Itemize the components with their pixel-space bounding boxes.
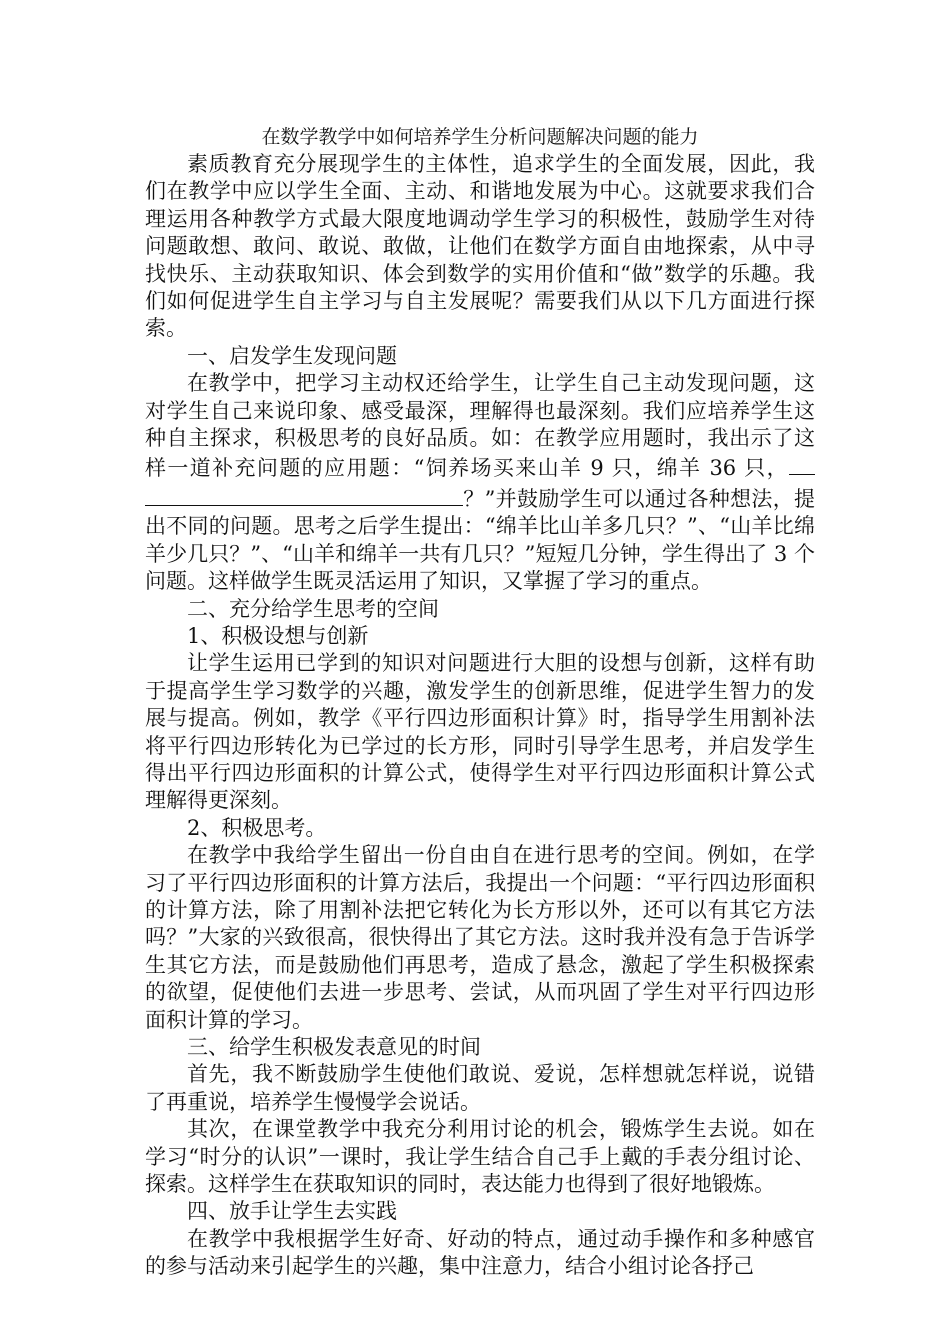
fill-blank-line bbox=[145, 483, 463, 506]
section-3-paragraph-2: 其次，在课堂教学中我充分利用讨论的机会，锻炼学生去说。如在学习“时分的认识”一课时，我让学生结合自己手上戴的手表分组讨论、探索。这样学生在获取知识的同时，表达能力也得到了很好地锻炼。 bbox=[145, 1117, 815, 1197]
section-2-paragraph-2: 在教学中我给学生留出一份自由自在进行思考的空间。例如，在学习了平行四边形面积的计算方法后，我提出一个问题：“平行四边形面积的计算方法，除了用割补法把它转化为长方形以外，还可以有其它方法吗？”大家的兴致很高，很快得出了其它方法。这时我并没有急于告诉学生其它方法，而是鼓励他们再思考，造成了悬念，激起了学生积极探索的欲望，促使他们去进一步思考、尝试，从而巩固了学生对平行四边形面积计算的学习。 bbox=[145, 843, 815, 1032]
section-2-heading: 二、充分给学生思考的空间 bbox=[187, 596, 439, 621]
document-page bbox=[145, 124, 815, 1281]
section-4-paragraph-1: 在教学中我根据学生好奇、好动的特点，通过动手操作和多种感官的参与活动来引起学生的兴趣，集中注意力，结合小组讨论各抒己 bbox=[145, 1226, 815, 1279]
section-1-heading: 一、启发学生发现问题 bbox=[187, 343, 397, 368]
section-1-text-start: 在教学中，把学习主动权还给学生，让学生自己主动发现问题，这对学生自己来说印象、感受最深，理解得也最深刻。我们应培养学生这种自主探求，积极思考的良好品质。如：在教学应用题时，我出示了这样一道补充问题的应用题：“饲养场买来山羊 9 只，绵羊 36 只， bbox=[145, 371, 815, 481]
fill-blank-line bbox=[789, 452, 815, 475]
section-3-heading: 三、给学生积极发表意见的时间 bbox=[187, 1035, 481, 1059]
section-4-heading: 四、放手让学生去实践 bbox=[187, 1199, 397, 1224]
document-title: 在数学教学中如何培养学生分析问题解决问题的能力 bbox=[261, 126, 699, 148]
section-1-text-end: ？”并鼓励学生可以通过各种想法，提出不同的问题。思考之后学生提出：“绵羊比山羊多几只？”、“山羊比绵羊少几只？”、“山羊和绵羊一共有几只？”短短几分钟，学生得出了 3 个问题。这样做学生既灵活运用了知识，又掌握了学习的重点。 bbox=[145, 486, 815, 594]
section-2-paragraph-1: 让学生运用已学到的知识对问题进行大胆的设想与创新，这样有助于提高学生学习数学的兴趣，激发学生的创新思维，促进学生智力的发展与提高。例如，教学《平行四边形面积计算》时，指导学生用割补法将平行四边形转化为已学过的长方形，同时引导学生思考，并启发学生得出平行四边形面积的计算公式，使得学生对平行四边形面积计算公式理解得更深刻。 bbox=[145, 651, 815, 813]
section-1-paragraph bbox=[145, 370, 815, 595]
section-2-subheading-2: 2、积极思考。 bbox=[187, 815, 327, 840]
section-2-subheading-1: 1、积极设想与创新 bbox=[187, 623, 369, 648]
intro-paragraph: 素质教育充分展现学生的主体性，追求学生的全面发展，因此，我们在教学中应以学生全面、主动、和谐地发展为中心。这就要求我们合理运用各种教学方式最大限度地调动学生学习的积极性，鼓励学生对待问题敢想、敢问、敢说、敢做，让他们在数学方面自由地探索，从中寻找快乐、主动获取知识、体会到数学的实用价值和“做”数学的乐趣。我们如何促进学生自主学习与自主发展呢？需要我们从以下几方面进行探索。 bbox=[145, 152, 815, 341]
section-3-paragraph-1: 首先，我不断鼓励学生使他们敢说、爱说，怎样想就怎样说，说错了再重说，培养学生慢慢学会说话。 bbox=[145, 1062, 815, 1114]
